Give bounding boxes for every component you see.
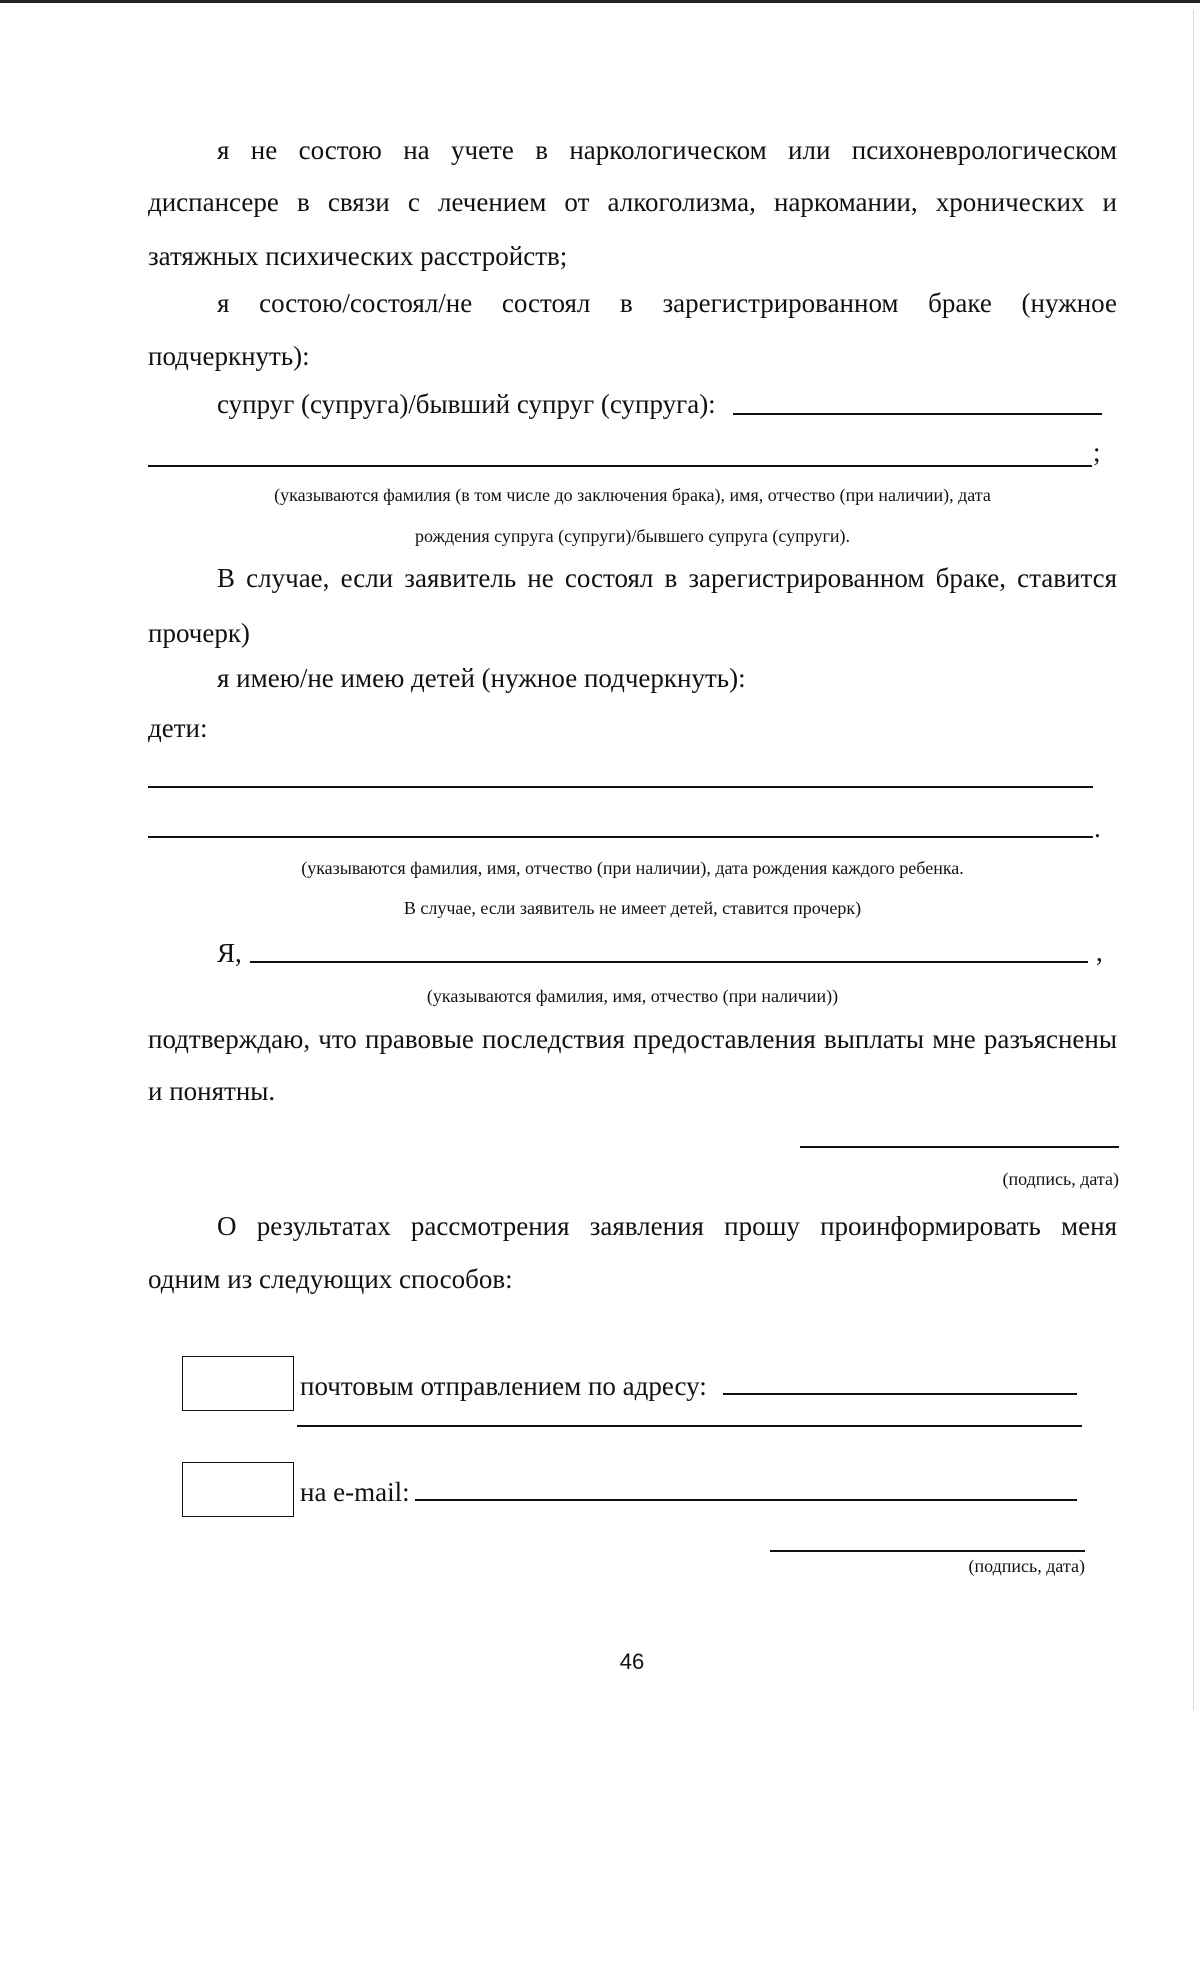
results-line2: одним из следующих способов: [148,1264,513,1294]
applicant-name-input-line[interactable] [250,961,1088,963]
email-option-label: на e-mail: [300,1477,410,1507]
mail-option-label: почтовым отправлением по адресу: [300,1371,707,1401]
applicant-name-note: (указываются фамилия, имя, отчество (при наличии)) [426,986,839,1006]
children-label: дети: [148,713,208,743]
signature-label-2: (подпись, дата) [968,1556,1085,1576]
confirm-line2: и понятны. [148,1076,276,1106]
page-top-border [0,0,1200,3]
para1-line1: я не состою на учете в наркологическом или психоневрологическом [217,135,1117,165]
spouse-semicolon: ; [1093,437,1101,467]
page-right-edge [1193,10,1194,1710]
mail-address-input-line-1[interactable] [723,1393,1077,1395]
email-input-line[interactable] [415,1499,1077,1501]
spouse-input-line-2[interactable] [148,465,1092,467]
email-option-checkbox[interactable] [182,1462,294,1517]
children-input-line-1[interactable] [148,786,1093,788]
signature-line-2[interactable] [770,1550,1085,1552]
applicant-comma: , [1096,937,1103,967]
spouse-label: супруг (супруга)/бывший супруг (супруга): [217,389,716,419]
results-line1: О результатах рассмотрения заявления прошу проинформировать меня [217,1211,1117,1241]
para3-line1: В случае, если заявитель не состоял в зарегистрированном браке, ставится [217,563,1117,593]
spouse-note-line2: рождения супруга (супруги)/бывшего супруга (супруги). [414,526,851,546]
para1-line2: диспансере в связи с лечением от алкоголизма, наркомании, хронических и [148,187,1117,217]
children-note-line1: (указываются фамилия, имя, отчество (при наличии), дата рождения каждого ребенка. [301,858,964,878]
para1-line3: затяжных психических расстройств; [148,241,568,271]
spouse-note-line1: (указываются фамилия (в том числе до заключения брака), имя, отчество (при наличии), дата [274,485,991,505]
children-input-line-2[interactable] [148,836,1093,838]
mail-address-input-line-2[interactable] [297,1425,1082,1427]
para2-line2: подчеркнуть): [148,341,310,371]
page-number: 46 [619,1649,645,1674]
confirm-line1: подтверждаю, что правовые последствия предоставления выплаты мне разъяснены [148,1024,1117,1054]
spouse-input-line-1[interactable] [733,413,1102,415]
para3-line2: прочерк) [148,618,250,648]
mail-option-checkbox[interactable] [182,1356,294,1411]
para2-line1: я состою/состоял/не состоял в зарегистрированном браке (нужное [217,288,1117,318]
signature-label-1: (подпись, дата) [1002,1169,1119,1189]
children-line: я имею/не имею детей (нужное подчеркнуть): [217,663,746,693]
children-note-line2: В случае, если заявитель не имеет детей, ставится прочерк) [403,898,862,918]
signature-line-1[interactable] [800,1146,1119,1148]
applicant-i-label: Я, [217,938,242,968]
children-period: . [1094,813,1101,843]
